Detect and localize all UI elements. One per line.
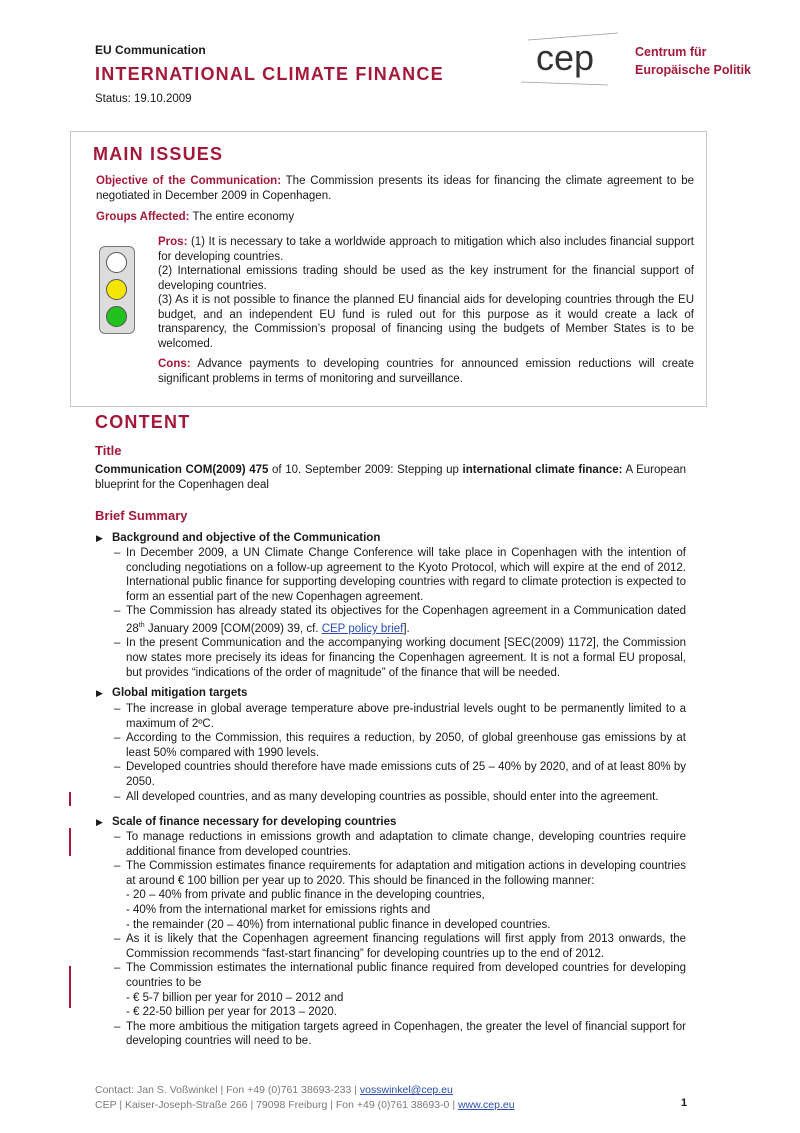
list-item-text: January 2009 [COM(2009) 39, cf. (144, 622, 322, 635)
pros-item-2: (2) International emissions trading should be used as the key instrument for the financial support of developing countries. (158, 265, 694, 292)
footer-address-text: CEP | Kaiser-Joseph-Straße 266 | 79098 Freiburg | Fon +49 (0)761 38693-0 | (95, 1099, 458, 1111)
sub-item: - 20 – 40% from private and public finance in the developing countries, (126, 889, 485, 902)
sub-item: - 40% from the international market for emissions rights and (126, 903, 431, 916)
groups-paragraph (96, 210, 694, 225)
list-item-text: The Commission estimates the international public finance required from developed countries for developing countries to be (126, 962, 686, 989)
title-subheading: Title (95, 443, 122, 458)
list-item-text: The Commission estimates finance requirements for adaptation and mitigation actions in developing countries at around € 100 billion per year up to 2020. This should be financed in the following manner: (126, 860, 686, 887)
list-item (114, 961, 686, 1019)
title-com-ref: Communication COM(2009) 475 (95, 464, 269, 476)
title-mid: of 10. September 2009: Stepping up (268, 464, 463, 476)
list-item: – In December 2009, a UN Climate Change Conference will take place in Copenhagen with the intention of concluding negotiations on a follow-up agreement to the Kyoto Protocol, which will expire at the end of 2012. International public finance for supporting developing countries with regard to climate protection is expected to form an essential part of the new Copenhagen agreement. (114, 546, 686, 604)
sub-item: - € 5-7 billion per year for 2010 – 2012 and (126, 991, 344, 1004)
triangle-bullet-icon: ▶ (96, 817, 103, 827)
groups-label: Groups Affected: (96, 211, 190, 223)
section-finance-scale-title: Scale of finance necessary for developing countries (112, 816, 397, 828)
brief-summary-subheading: Brief Summary (95, 508, 188, 523)
list-item (114, 604, 686, 636)
section-background-title: Background and objective of the Communication (112, 532, 381, 544)
title-topic: international climate finance: (462, 464, 623, 476)
section-mitigation-heading (96, 687, 247, 699)
list-item: – According to the Commission, this requires a reduction, by 2050, of global greenhouse gas emissions by at least 50% compared with 1990 levels. (114, 731, 686, 760)
objective-paragraph (96, 174, 694, 203)
sub-item: - the remainder (20 – 40%) from international public finance in developed countries. (126, 918, 551, 931)
footer-contact-text: Contact: Jan S. Voßwinkel | Fon +49 (0)761 38693-233 | (95, 1084, 360, 1096)
list-item-sup: th (138, 621, 145, 629)
triangle-bullet-icon: ▶ (96, 533, 103, 543)
pros-item-3: (3) As it is not possible to finance the planned EU financial aids for developing countries through the EU budget, and an independent EU fund is ruled out for this purpose as it would create a lack of transparency, the Commission’s proposal of financing using the budgets of Member States is to be welcomed. (158, 294, 694, 350)
pros-label: Pros: (158, 236, 188, 248)
list-item: – All developed countries, and as many developing countries as possible, should enter into the agreement. (114, 790, 686, 805)
traffic-light-lamp-top (106, 252, 127, 273)
section-mitigation-title: Global mitigation targets (112, 687, 248, 699)
content-heading: CONTENT (95, 412, 191, 432)
change-bar (69, 966, 71, 1008)
contact-email-link[interactable]: vosswinkel@cep.eu (359, 1084, 453, 1096)
footer-contact (95, 1084, 453, 1096)
objective-label: Objective of the Communication: (96, 175, 282, 187)
footer-address (95, 1099, 515, 1111)
traffic-light-lamp-middle (106, 279, 127, 300)
cons-text: Advance payments to developing countries for announced emission reductions will create significant problems in terms of monitoring and surveillance. (158, 358, 694, 385)
list-item-text: ]. (403, 622, 410, 635)
document-type: EU Communication (95, 43, 206, 57)
title-paragraph (95, 463, 686, 492)
logo-name-line2: Europäische Politik (635, 63, 752, 77)
section-mitigation-list (114, 702, 686, 804)
section-background-heading (96, 532, 380, 544)
page-number: 1 (681, 1097, 688, 1109)
list-item: – To manage reductions in emissions growth and adaptation to climate change, developing countries require additional finance from developed countries. (114, 830, 686, 859)
change-bar (69, 792, 71, 806)
traffic-light-lamp-bottom (106, 306, 127, 327)
list-item: – The increase in global average temperature above pre-industrial levels ought to be permanently limited to a maximum of 2ºC. (114, 702, 686, 731)
list-item (114, 859, 686, 932)
website-link[interactable]: www.cep.eu (457, 1099, 515, 1111)
cons-paragraph (158, 357, 694, 386)
document-title: INTERNATIONAL CLIMATE FINANCE (95, 64, 444, 84)
cep-logo (518, 30, 758, 90)
change-bar (69, 828, 71, 856)
logo-name (635, 43, 751, 79)
triangle-bullet-icon: ▶ (96, 688, 103, 698)
list-item: – Developed countries should therefore have made emissions cuts of 25 – 40% by 2020, and of at least 80% by 2050. (114, 760, 686, 789)
pros-paragraph (158, 235, 694, 351)
list-item: – In the present Communication and the accompanying working document [SEC(2009) 1172], the Commission now states more precisely its ideas for financing the Copenhagen agreement. It is not a formal EU proposal, but provides “indications of the order of magnitude” of the finance that will be needed. (114, 636, 686, 680)
groups-text: The entire economy (189, 211, 295, 223)
objective-text: The Commission presents its ideas for financing the climate agreement to be negotiated in December 2009 in Copenhagen. (96, 175, 694, 202)
title-end: A European blueprint for the Copenhagen deal (95, 464, 686, 491)
status-date: Status: 19.10.2009 (95, 93, 192, 105)
cep-logo-icon (518, 30, 623, 88)
pros-item-1: (1) It is necessary to take a worldwide approach to mitigation which also includes financial support for developing countries. (158, 236, 694, 263)
list-item-text: The Commission has already stated its objectives for the Copenhagen agreement in a Communication dated 28 (126, 605, 686, 635)
traffic-light-icon (99, 246, 135, 334)
logo-name-line1: Centrum für (635, 45, 707, 59)
cons-label: Cons: (158, 358, 191, 370)
section-finance-scale-heading (96, 816, 396, 828)
list-item: – As it is likely that the Copenhagen agreement financing regulations will first apply from 2013 onwards, the Commission recommends “fast-start financing” for developing countries up to the end of 2012. (114, 932, 686, 961)
main-issues-heading: MAIN ISSUES (93, 144, 224, 164)
sub-item: - € 22-50 billion per year for 2013 – 2020. (126, 1006, 337, 1019)
cep-policy-brief-link[interactable]: CEP policy brief (321, 622, 404, 635)
logo-mark-text: cep (536, 37, 595, 78)
list-item: – The more ambitious the mitigation targets agreed in Copenhagen, the greater the level of financial support for developing countries will need to be. (114, 1020, 686, 1049)
section-finance-scale-list (114, 830, 686, 1049)
section-background-list (114, 546, 686, 680)
